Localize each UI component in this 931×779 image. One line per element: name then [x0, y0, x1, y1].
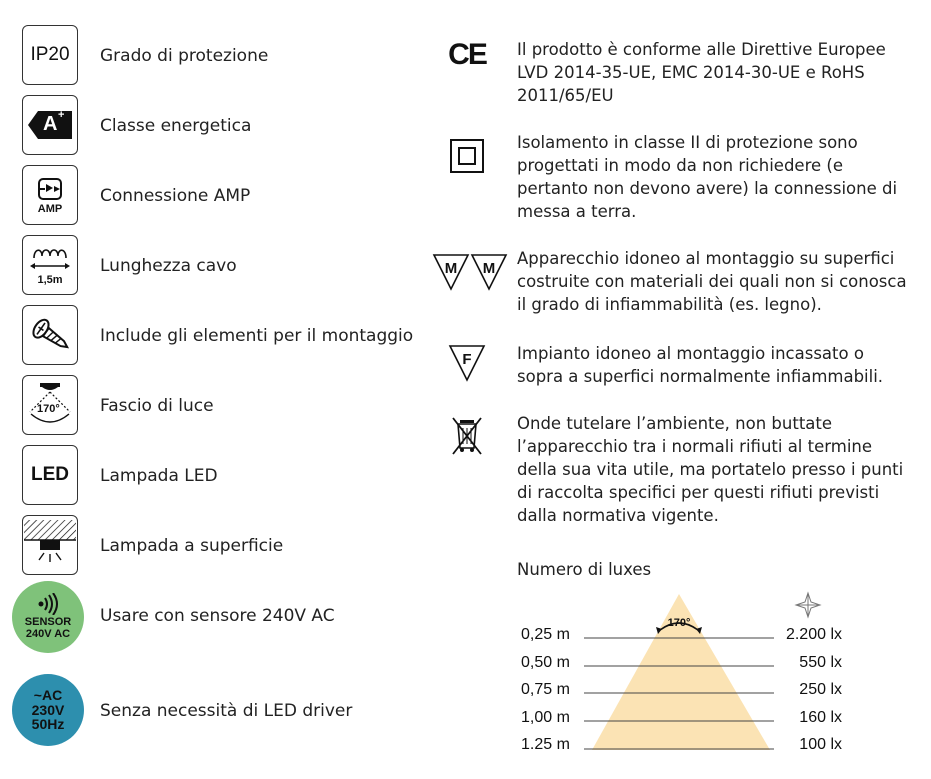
- led-icon-text: LED: [31, 464, 69, 485]
- energy-class-plus: +: [58, 109, 65, 121]
- feature-label: Lunghezza cavo: [100, 256, 237, 276]
- lux-value: 100 lx: [799, 736, 842, 753]
- amp-icon-text: AMP: [37, 202, 63, 215]
- mm-line: Apparecchio idoneo al montaggio su superfici: [517, 249, 895, 268]
- lux-value: 2.200 lx: [785, 626, 842, 643]
- feature-label: Classe energetica: [100, 116, 252, 136]
- ce-mark-text: CE: [448, 38, 486, 71]
- f-line: sopra a superfici normalmente infiammabili.: [517, 367, 884, 386]
- ac-text-1: ~AC: [33, 686, 63, 703]
- ac-text-2: 230V: [31, 701, 65, 718]
- sensor-text-1: SENSOR: [24, 616, 72, 629]
- lux-value: 160 lx: [799, 709, 842, 726]
- lux-distance: 0,75 m: [521, 681, 570, 698]
- mm-letter-1: M: [444, 260, 458, 277]
- beam-angle-label: 170°: [667, 617, 691, 629]
- lux-distance: 1,00 m: [521, 709, 570, 726]
- weee-line: della sua vita utile, ma portatelo presso i punti: [517, 460, 904, 479]
- class-ii-line: pertanto non devono avere) la connessione di: [517, 179, 898, 198]
- f-letter: F: [462, 351, 472, 368]
- mm-letter-2: M: [482, 260, 496, 277]
- feature-label: Lampada a superficie: [100, 536, 284, 556]
- ip20-icon-text: IP20: [30, 44, 70, 65]
- class-ii-line: messa a terra.: [517, 202, 637, 221]
- sensor-text-2: 240V AC: [25, 628, 71, 640]
- f-line: Impianto idoneo al montaggio incassato o: [517, 344, 864, 363]
- feature-label: Connessione AMP: [100, 186, 251, 206]
- class-ii-line: Isolamento in classe II di protezione sono: [517, 133, 858, 152]
- weee-line: l’apparecchio tra i normali rifiuti al termine: [517, 437, 873, 456]
- mm-line: costruite con materiali dei quali non si conosca: [517, 272, 907, 291]
- lux-distance: 1.25 m: [521, 736, 570, 753]
- class-ii-line: progettati in modo da non richiedere (e: [517, 156, 843, 175]
- lux-title: Numero di luxes: [517, 560, 652, 579]
- weee-line: Onde tutelare l’ambiente, non buttate: [517, 414, 833, 433]
- lamp-star-icon: [796, 593, 820, 617]
- lux-distance: 0,50 m: [521, 654, 570, 671]
- weee-line: di raccolta specifici per questi rifiuti previsti: [517, 483, 880, 502]
- cable-length-text: 1,5m: [37, 274, 63, 286]
- feature-label: Usare con sensore 240V AC: [100, 606, 335, 626]
- feature-label: Senza necessità di LED driver: [100, 701, 353, 721]
- feature-label: Fascio di luce: [100, 396, 214, 416]
- feature-label: Include gli elementi per il montaggio: [100, 326, 414, 346]
- ce-line: 2011/65/EU: [517, 86, 614, 105]
- ce-line: Il prodotto è conforme alle Direttive Europee: [517, 40, 886, 59]
- lux-value: 250 lx: [799, 681, 842, 698]
- feature-label: Lampada LED: [100, 466, 218, 486]
- weee-line: dalla normativa vigente.: [517, 506, 719, 525]
- beam-angle-text: 170°: [37, 403, 60, 415]
- lux-distance: 0,25 m: [521, 626, 570, 643]
- ce-line: LVD 2014-35-UE, EMC 2014-30-UE e RoHS: [517, 63, 865, 82]
- feature-label: Grado di protezione: [100, 46, 269, 66]
- lux-value: 550 lx: [799, 654, 842, 671]
- ac-text-3: 50Hz: [31, 716, 65, 733]
- mm-line: il grado di infiammabilità (es. legno).: [517, 295, 822, 314]
- energy-class-letter: A: [43, 113, 58, 135]
